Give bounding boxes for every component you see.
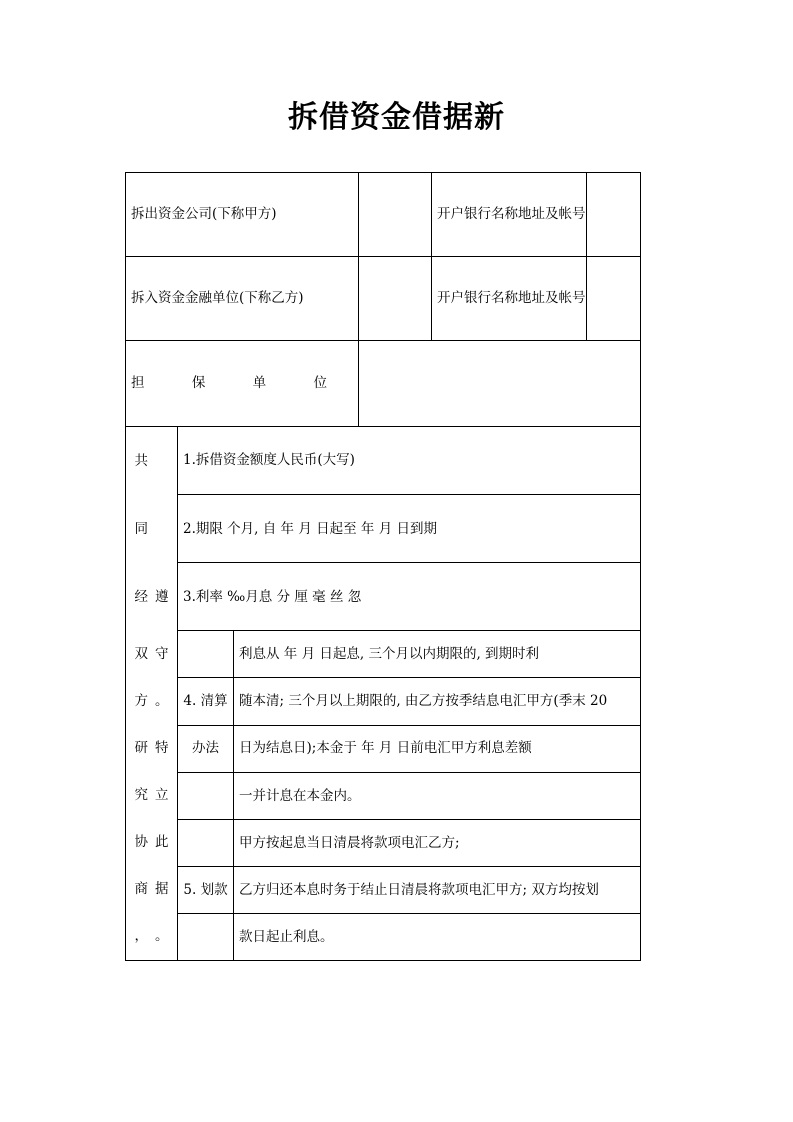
side-right-char-3: 守 (155, 646, 169, 663)
side-right-char-8: 据 (155, 881, 169, 898)
side-left-char-6: 究 (134, 787, 148, 804)
item2-text: 期限 个月, 自 年 月 日起至 年 月 日到期 (195, 520, 438, 537)
lender-bank-value[interactable] (587, 173, 641, 257)
item3-cell (178, 563, 641, 631)
side-right-char-0 (152, 427, 173, 495)
item5-label-line1: 5. 划款 (178, 866, 234, 913)
side-right-char-7: 此 (155, 834, 169, 851)
item5-line-2: 款日起止利息。 (234, 913, 641, 960)
item4-line-1: 随本清; 三个月以上期限的, 由乙方按季结息电汇甲方(季末 20 (234, 678, 641, 725)
side-left-char-9: ， (134, 928, 148, 945)
side-left-char-3: 双 (134, 646, 148, 663)
table-row-lender (126, 173, 641, 257)
side-left-char-8: 商 (134, 881, 148, 898)
table-row-guarantor (126, 341, 641, 427)
borrower-value[interactable] (359, 257, 432, 341)
side-right-char-6: 立 (155, 787, 169, 804)
table-row-item3 (126, 563, 641, 631)
item1-number: 1. (183, 452, 196, 469)
item5-line-1: 乙方归还本息时务于结止日清晨将款项电汇甲方; 双方均按划 (234, 866, 641, 913)
item5-label-blank-bottom (178, 913, 234, 960)
side-left-char-2: 经 (134, 588, 148, 605)
item4-line-2: 日为结息日);本金于 年 月 日前电汇甲方利息差额 (234, 725, 641, 772)
lender-value[interactable] (359, 173, 432, 257)
borrower-bank-label: 开户银行名称地址及帐号 (432, 257, 587, 341)
table-row-item4-line4 (126, 772, 641, 819)
lender-label: 拆出资金公司(下称甲方) (126, 173, 359, 257)
table-row-item5-line2 (126, 866, 641, 913)
item2-cell (178, 495, 641, 563)
side-right-char-9: 。 (155, 928, 169, 945)
guarantor-value[interactable] (359, 341, 641, 427)
item4-label-line1: 4. 清算 (178, 678, 234, 725)
table-row-borrower (126, 257, 641, 341)
side-left-char-4: 方 (134, 693, 148, 710)
item4-label-blank-bottom (178, 772, 234, 819)
side-left-char-1: 同 (134, 520, 148, 537)
item4-label-blank-top (178, 631, 234, 678)
table-row-item5-line1 (126, 819, 641, 866)
item4-label-line2: 办法 (178, 725, 234, 772)
table-row-item4-line3 (126, 725, 641, 772)
side-left-char-0: 共 (134, 452, 148, 469)
page-title: 拆借资金借据新 (288, 100, 505, 135)
table-row-item4-line1 (126, 631, 641, 678)
item1-cell (178, 427, 641, 495)
side-right-char-4: 。 (155, 693, 169, 710)
table-row-item4-line2 (126, 678, 641, 725)
side-left-char-5: 研 (134, 740, 148, 757)
item4-line-0: 利息从 年 月 日起息, 三个月以内期限的, 到期时利 (234, 631, 641, 678)
borrower-bank-value[interactable] (587, 257, 641, 341)
item5-line-0: 甲方按起息当日清晨将款项电汇乙方; (234, 819, 641, 866)
side-strip-left (126, 427, 178, 961)
table-row-item1 (126, 427, 641, 495)
table-row-item2 (126, 495, 641, 563)
side-right-char-2: 遵 (155, 588, 169, 605)
item3-number: 3. (183, 588, 196, 605)
item5-label-blank-top (178, 819, 234, 866)
guarantor-label: 担 保 单 位 (131, 375, 327, 392)
side-right-char-1 (152, 495, 173, 563)
item2-number: 2. (183, 520, 196, 537)
item3-text: 利率 ‰月息 分 厘 毫 丝 忽 (195, 588, 362, 605)
guarantor-label-cell (126, 341, 359, 427)
item1-text: 拆借资金额度人民币(大写) (195, 452, 355, 469)
borrower-label: 拆入资金金融单位(下称乙方) (126, 257, 359, 341)
item4-line-3: 一并计息在本金内。 (234, 772, 641, 819)
side-right-char-5: 特 (155, 740, 169, 757)
side-left-char-7: 协 (134, 834, 148, 851)
table-row-item5-line3 (126, 913, 641, 960)
lender-bank-label: 开户银行名称地址及帐号 (432, 173, 587, 257)
contract-form-table (125, 172, 641, 961)
